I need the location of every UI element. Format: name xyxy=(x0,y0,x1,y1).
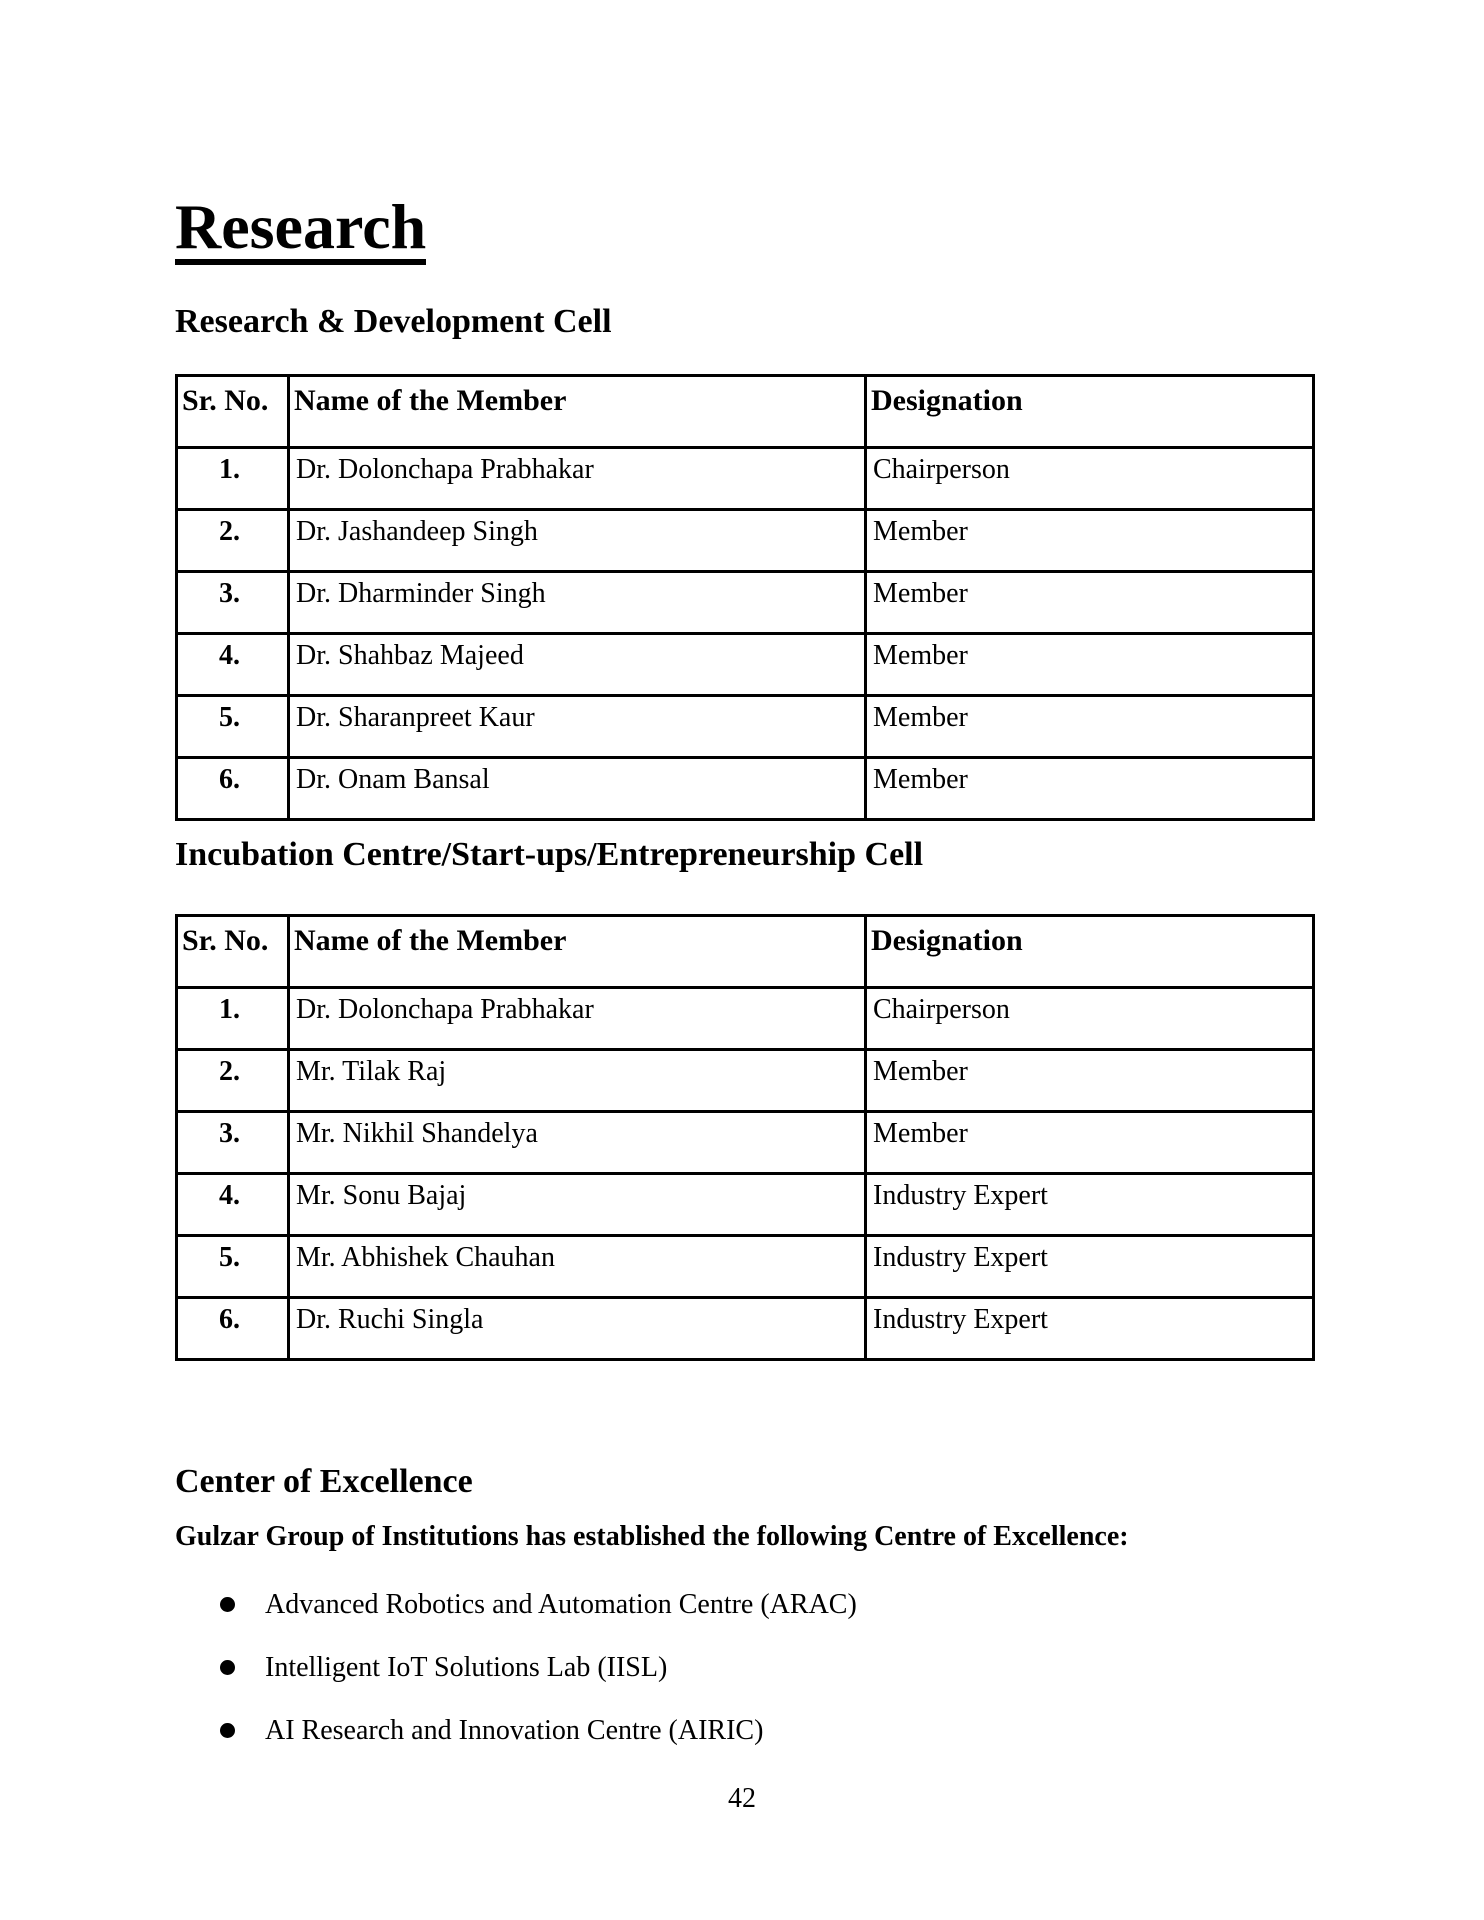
rnd-members-table xyxy=(175,374,1315,821)
cell-member-name: Mr. Sonu Bajaj xyxy=(289,1174,866,1236)
column-header-sr-no: Sr. No. xyxy=(177,916,289,988)
cell-sr-no: 6. xyxy=(177,1298,289,1360)
cell-designation: Member xyxy=(866,572,1314,634)
cell-member-name: Dr. Onam Bansal xyxy=(289,758,866,820)
table-row xyxy=(177,1174,1314,1236)
cell-designation: Industry Expert xyxy=(866,1236,1314,1298)
cell-member-name: Mr. Nikhil Shandelya xyxy=(289,1112,866,1174)
cell-sr-no: 5. xyxy=(177,1236,289,1298)
cell-sr-no: 5. xyxy=(177,696,289,758)
page-number: 42 xyxy=(728,1783,756,1814)
column-header-name: Name of the Member xyxy=(289,916,866,988)
table-row xyxy=(177,758,1314,820)
cell-sr-no: 1. xyxy=(177,448,289,510)
cell-member-name: Dr. Dolonchapa Prabhakar xyxy=(289,988,866,1050)
cell-sr-no: 6. xyxy=(177,758,289,820)
cell-member-name: Dr. Dolonchapa Prabhakar xyxy=(289,448,866,510)
table-row xyxy=(177,448,1314,510)
table-row xyxy=(177,1112,1314,1174)
cell-member-name: Dr. Ruchi Singla xyxy=(289,1298,866,1360)
table-header-row xyxy=(177,376,1314,448)
heading-research-development-cell: Research & Development Cell xyxy=(175,303,612,340)
page-title: Research xyxy=(175,195,426,265)
bullet-item xyxy=(175,1714,1312,1748)
table-row xyxy=(177,1050,1314,1112)
cell-member-name: Mr. Tilak Raj xyxy=(289,1050,866,1112)
cell-designation: Member xyxy=(866,696,1314,758)
bullet-item xyxy=(175,1651,1312,1685)
coe-bullet-list xyxy=(175,1588,1312,1748)
column-header-sr-no: Sr. No. xyxy=(177,376,289,448)
cell-designation: Member xyxy=(866,1050,1314,1112)
table-row xyxy=(177,634,1314,696)
heading-incubation-cell: Incubation Centre/Start-ups/Entrepreneurship Cell xyxy=(175,836,924,873)
table-header-row xyxy=(177,916,1314,988)
table-row xyxy=(177,1236,1314,1298)
table-row xyxy=(177,696,1314,758)
cell-sr-no: 4. xyxy=(177,1174,289,1236)
cell-designation: Industry Expert xyxy=(866,1174,1314,1236)
cell-designation: Member xyxy=(866,758,1314,820)
cell-member-name: Mr. Abhishek Chauhan xyxy=(289,1236,866,1298)
table-row xyxy=(177,510,1314,572)
column-header-designation: Designation xyxy=(866,376,1314,448)
bullet-icon xyxy=(220,1597,235,1612)
cell-sr-no: 3. xyxy=(177,1112,289,1174)
cell-member-name: Dr. Shahbaz Majeed xyxy=(289,634,866,696)
bullet-icon xyxy=(220,1660,235,1675)
cell-designation: Member xyxy=(866,510,1314,572)
cell-designation: Member xyxy=(866,634,1314,696)
incubation-members-table xyxy=(175,914,1315,1361)
heading-center-of-excellence: Center of Excellence xyxy=(175,1463,473,1500)
cell-member-name: Dr. Sharanpreet Kaur xyxy=(289,696,866,758)
bullet-text: AI Research and Innovation Centre (AIRIC) xyxy=(265,1715,764,1746)
cell-designation: Industry Expert xyxy=(866,1298,1314,1360)
bullet-text: Intelligent IoT Solutions Lab (IISL) xyxy=(265,1652,668,1683)
cell-member-name: Dr. Jashandeep Singh xyxy=(289,510,866,572)
cell-sr-no: 2. xyxy=(177,510,289,572)
cell-member-name: Dr. Dharminder Singh xyxy=(289,572,866,634)
cell-sr-no: 2. xyxy=(177,1050,289,1112)
cell-designation: Member xyxy=(866,1112,1314,1174)
cell-sr-no: 3. xyxy=(177,572,289,634)
bullet-text: Advanced Robotics and Automation Centre (ARAC) xyxy=(265,1589,857,1620)
column-header-name: Name of the Member xyxy=(289,376,866,448)
column-header-designation: Designation xyxy=(866,916,1314,988)
bullet-item xyxy=(175,1588,1312,1622)
coe-intro-text: Gulzar Group of Institutions has established the following Centre of Excellence: xyxy=(175,1521,1129,1552)
cell-sr-no: 1. xyxy=(177,988,289,1050)
cell-designation: Chairperson xyxy=(866,988,1314,1050)
table-row xyxy=(177,988,1314,1050)
bullet-icon xyxy=(220,1723,235,1738)
title-block xyxy=(175,0,1312,265)
cell-designation: Chairperson xyxy=(866,448,1314,510)
cell-sr-no: 4. xyxy=(177,634,289,696)
table-row xyxy=(177,572,1314,634)
table-row xyxy=(177,1298,1314,1360)
